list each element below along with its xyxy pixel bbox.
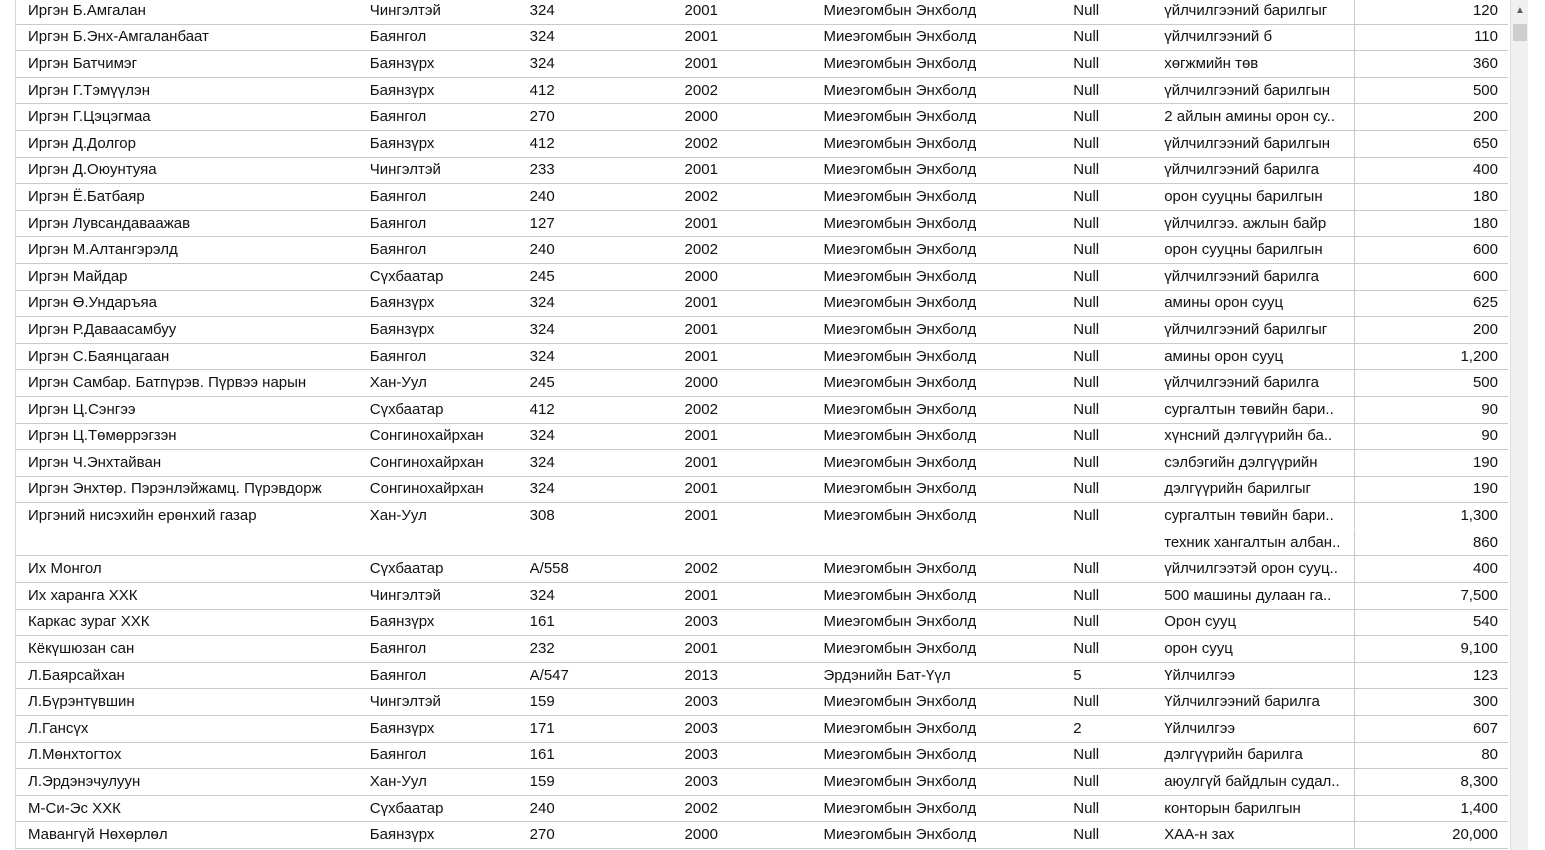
cell-year: 2001 <box>684 320 718 338</box>
cell-year: 2003 <box>684 773 718 791</box>
cell-owner: Миеэгомбын Энхболд <box>823 214 977 232</box>
cell-flag: Null <box>1073 1 1100 19</box>
cell-amount: 80 <box>1481 746 1498 764</box>
cell-district: Сүхбаатар <box>369 400 444 418</box>
cell-description: орон сууцны барилгын <box>1164 237 1355 263</box>
cell-district: Баянгол <box>369 640 427 658</box>
cell-district: Сүхбаатар <box>369 267 444 285</box>
scroll-thumb[interactable] <box>1513 24 1527 41</box>
table-row[interactable] <box>16 769 1508 796</box>
cell-code: 233 <box>529 161 555 179</box>
cell-description: сэлбэгийн дэлгүүрийн <box>1164 450 1355 476</box>
table-row[interactable] <box>16 424 1508 451</box>
cell-owner: Миеэгомбын Энхболд <box>823 187 977 205</box>
table-row[interactable] <box>16 503 1508 530</box>
cell-flag: Null <box>1073 161 1100 179</box>
cell-year: 2001 <box>684 1 718 19</box>
cell-name: Иргэн Б.Энх-Амгаланбаат <box>28 28 209 46</box>
cell-description: үйлчилгээтэй орон сууц.. <box>1164 556 1355 582</box>
cell-district: Хан-Уул <box>369 507 427 525</box>
cell-district: Чингэлтэй <box>369 161 441 179</box>
cell-flag: Null <box>1073 746 1100 764</box>
cell-district: Баянгол <box>369 214 427 232</box>
cell-owner: Миеэгомбын Энхболд <box>823 1 977 19</box>
cell-flag: Null <box>1073 480 1100 498</box>
table-row[interactable] <box>16 663 1508 690</box>
table-row[interactable] <box>16 822 1508 849</box>
cell-owner: Миеэгомбын Энхболд <box>823 480 977 498</box>
table-row[interactable] <box>16 317 1508 344</box>
cell-description: техник хангалтын албан.. <box>1164 530 1355 556</box>
cell-name: Л.Мөнхтогтох <box>28 746 122 764</box>
vertical-scrollbar[interactable] <box>1510 0 1529 850</box>
cell-code: 324 <box>529 427 555 445</box>
cell-name: Иргэн Р.Даваасамбуу <box>28 320 177 338</box>
cell-flag: Null <box>1073 453 1100 471</box>
cell-district: Баянзүрх <box>369 294 435 312</box>
cell-name: Иргэн Самбар. Батпүрэв. Пүрвээ нарын <box>28 374 307 392</box>
cell-name: Иргэн Энхтөр. Пэрэнлэйжамц. Пүрэвдорж <box>28 480 322 498</box>
cell-name: Мавангүй Нөхөрлөл <box>28 826 168 844</box>
cell-district: Чингэлтэй <box>369 693 441 711</box>
cell-description: 2 айлын амины орон су.. <box>1164 104 1355 130</box>
cell-owner: Миеэгомбын Энхболд <box>823 507 977 525</box>
cell-description: үйлчилгээний барилгыг <box>1164 317 1355 343</box>
cell-year: 2001 <box>684 427 718 445</box>
cell-owner: Миеэгомбын Энхболд <box>823 400 977 418</box>
cell-flag: Null <box>1073 826 1100 844</box>
cell-owner: Миеэгомбын Энхболд <box>823 799 977 817</box>
cell-owner: Миеэгомбын Энхболд <box>823 453 977 471</box>
cell-flag: Null <box>1073 560 1100 578</box>
cell-flag: 5 <box>1073 666 1082 684</box>
cell-year: 2002 <box>684 187 718 205</box>
cell-name: Л.Баярсайхан <box>28 666 125 684</box>
cell-amount: 1,300 <box>1460 507 1498 525</box>
cell-amount: 90 <box>1481 427 1498 445</box>
cell-flag: Null <box>1073 613 1100 631</box>
table-row[interactable] <box>16 237 1508 264</box>
cell-owner: Миеэгомбын Энхболд <box>823 134 977 152</box>
table-row[interactable] <box>16 556 1508 583</box>
cell-code: 171 <box>529 719 555 737</box>
cell-owner: Миеэгомбын Энхболд <box>823 746 977 764</box>
cell-amount: 20,000 <box>1452 826 1498 844</box>
cell-owner: Миеэгомбын Энхболд <box>823 108 977 126</box>
table-row[interactable] <box>16 796 1508 823</box>
cell-district: Сонгинохайрхан <box>369 427 484 445</box>
cell-name: Иргэн Лувсандаваажав <box>28 214 191 232</box>
cell-district: Хан-Уул <box>369 773 427 791</box>
table-row[interactable] <box>16 78 1508 105</box>
cell-amount: 300 <box>1472 693 1498 711</box>
cell-amount: 120 <box>1472 1 1498 19</box>
cell-amount: 600 <box>1472 267 1498 285</box>
table-row[interactable] <box>16 291 1508 318</box>
cell-description: орон сууц <box>1164 636 1355 662</box>
cell-name: Иргэн М.Алтангэрэлд <box>28 241 178 259</box>
cell-code: 270 <box>529 826 555 844</box>
cell-owner: Миеэгомбын Энхболд <box>823 241 977 259</box>
data-grid[interactable] <box>16 0 1508 849</box>
cell-year: 2000 <box>684 374 718 392</box>
cell-code: 412 <box>529 400 555 418</box>
table-row[interactable] <box>16 636 1508 663</box>
cell-amount: 400 <box>1472 161 1498 179</box>
cell-amount: 7,500 <box>1460 586 1498 604</box>
cell-name: Каркас зураг ХХК <box>28 613 150 631</box>
cell-year: 2001 <box>684 347 718 365</box>
cell-district: Баянзүрх <box>369 320 435 338</box>
cell-flag: Null <box>1073 28 1100 46</box>
cell-flag: Null <box>1073 108 1100 126</box>
cell-name: Их харанга ХХК <box>28 586 138 604</box>
cell-name: Иргэн Батчимэг <box>28 54 138 72</box>
cell-district: Баянгол <box>369 108 427 126</box>
cell-code: 412 <box>529 81 555 99</box>
cell-flag: Null <box>1073 799 1100 817</box>
cell-amount: 190 <box>1472 480 1498 498</box>
cell-district: Баянгол <box>369 187 427 205</box>
cell-code: 270 <box>529 108 555 126</box>
cell-owner: Миеэгомбын Энхболд <box>823 54 977 72</box>
cell-year: 2001 <box>684 507 718 525</box>
cell-owner: Миеэгомбын Энхболд <box>823 640 977 658</box>
cell-year: 2000 <box>684 826 718 844</box>
cell-name: Иргэн Г.Цэцэгмаа <box>28 108 151 126</box>
cell-amount: 540 <box>1472 613 1498 631</box>
cell-code: 324 <box>529 294 555 312</box>
cell-description: үйлчилгээний барилгыг <box>1164 0 1355 24</box>
cell-year: 2001 <box>684 453 718 471</box>
cell-description: дэлгүүрийн барилга <box>1164 742 1355 768</box>
cell-description: үйлчилгээний барилга <box>1164 370 1355 396</box>
cell-description: 500 машины дулаан га.. <box>1164 583 1355 609</box>
cell-flag: Null <box>1073 294 1100 312</box>
cell-amount: 860 <box>1472 533 1498 551</box>
cell-district: Сонгинохайрхан <box>369 453 484 471</box>
cell-description: Үйлчилгээний барилга <box>1164 689 1355 715</box>
cell-amount: 190 <box>1472 453 1498 471</box>
table-row[interactable] <box>16 25 1508 52</box>
cell-amount: 200 <box>1472 320 1498 338</box>
cell-code: 324 <box>529 453 555 471</box>
cell-district: Баянзүрх <box>369 613 435 631</box>
scroll-up-arrow-icon[interactable]: ▲ <box>1515 4 1525 16</box>
cell-description: сургалтын төвийн бари.. <box>1164 503 1355 529</box>
cell-name: Иргэний нисэхийн ерөнхий газар <box>28 507 257 525</box>
cell-district: Хан-Уул <box>369 374 427 392</box>
cell-code: 159 <box>529 693 555 711</box>
cell-owner: Миеэгомбын Энхболд <box>823 294 977 312</box>
cell-name: Иргэн Ч.Энхтайван <box>28 453 162 471</box>
cell-amount: 400 <box>1472 560 1498 578</box>
cell-year: 2001 <box>684 480 718 498</box>
cell-description: хөгжмийн төв <box>1164 51 1355 77</box>
cell-name: Иргэн Ц.Төмөррэгзэн <box>28 427 177 445</box>
cell-owner: Миеэгомбын Энхболд <box>823 374 977 392</box>
cell-name: Иргэн Ё.Батбаяр <box>28 187 145 205</box>
table-row[interactable] <box>16 184 1508 211</box>
cell-description: Үйлчилгээ <box>1164 716 1355 742</box>
cell-description: үйлчилгээний б <box>1164 24 1355 50</box>
cell-amount: 110 <box>1474 28 1498 46</box>
cell-amount: 360 <box>1472 54 1498 72</box>
cell-year: 2002 <box>684 560 718 578</box>
cell-owner: Миеэгомбын Энхболд <box>823 81 977 99</box>
cell-description: сургалтын төвийн бари.. <box>1164 397 1355 423</box>
cell-amount: 1,200 <box>1460 347 1498 365</box>
cell-description: хүнсний дэлгүүрийн ба.. <box>1164 423 1355 449</box>
cell-flag: Null <box>1073 81 1100 99</box>
cell-year: 2001 <box>684 28 718 46</box>
cell-year: 2002 <box>684 400 718 418</box>
cell-flag: Null <box>1073 400 1100 418</box>
cell-code: 324 <box>529 28 555 46</box>
cell-flag: Null <box>1073 347 1100 365</box>
cell-code: 161 <box>529 746 555 764</box>
cell-year: 2001 <box>684 161 718 179</box>
cell-owner: Миеэгомбын Энхболд <box>823 586 977 604</box>
cell-description: үйлчилгээний барилга <box>1164 264 1355 290</box>
cell-flag: Null <box>1073 214 1100 232</box>
cell-year: 2001 <box>684 640 718 658</box>
cell-name: Их Монгол <box>28 560 102 578</box>
cell-district: Баянзүрх <box>369 719 435 737</box>
cell-district: Сүхбаатар <box>369 560 444 578</box>
table-row[interactable] <box>16 158 1508 185</box>
cell-year: 2001 <box>684 214 718 232</box>
cell-code: 127 <box>529 214 555 232</box>
table-row[interactable] <box>16 344 1508 371</box>
cell-description: ХАА-н зах <box>1164 822 1355 848</box>
cell-name: М-Си-Эс ХХК <box>28 799 121 817</box>
cell-flag: Null <box>1073 586 1100 604</box>
cell-amount: 180 <box>1472 214 1498 232</box>
cell-year: 2002 <box>684 134 718 152</box>
cell-flag: Null <box>1073 54 1100 72</box>
cell-owner: Миеэгомбын Энхболд <box>823 560 977 578</box>
cell-amount: 600 <box>1472 241 1498 259</box>
cell-description: Үйлчилгээ <box>1164 663 1355 689</box>
cell-year: 2002 <box>684 241 718 259</box>
cell-district: Баянзүрх <box>369 54 435 72</box>
table-row[interactable] <box>16 104 1508 131</box>
cell-name: Иргэн Ц.Сэнгээ <box>28 400 136 418</box>
table-row[interactable] <box>16 397 1508 424</box>
table-row[interactable] <box>16 583 1508 610</box>
cell-year: 2003 <box>684 719 718 737</box>
cell-code: 245 <box>529 267 555 285</box>
cell-code: 324 <box>529 347 555 365</box>
cell-amount: 1,400 <box>1460 799 1498 817</box>
table-row[interactable] <box>16 0 1508 25</box>
cell-description: үйлчилгээний барилгын <box>1164 131 1355 157</box>
cell-amount: 500 <box>1472 374 1498 392</box>
cell-year: 2001 <box>684 586 718 604</box>
cell-code: 240 <box>529 799 555 817</box>
cell-description: амины орон сууц <box>1164 290 1355 316</box>
cell-year: 2002 <box>684 81 718 99</box>
cell-flag: Null <box>1073 693 1100 711</box>
cell-description: амины орон сууц <box>1164 344 1355 370</box>
cell-flag: Null <box>1073 374 1100 392</box>
cell-name: Иргэн Г.Тэмүүлэн <box>28 81 150 99</box>
cell-code: А/558 <box>529 560 569 578</box>
cell-flag: Null <box>1073 134 1100 152</box>
cell-amount: 180 <box>1472 187 1498 205</box>
table-row[interactable] <box>16 264 1508 291</box>
cell-amount: 500 <box>1472 81 1498 99</box>
table-row[interactable] <box>16 51 1508 78</box>
cell-description: конторын барилгын <box>1164 796 1355 822</box>
cell-owner: Эрдэнийн Бат-Үүл <box>823 666 951 684</box>
cell-flag: 2 <box>1073 719 1082 737</box>
table-row[interactable] <box>16 131 1508 158</box>
table-row[interactable] <box>16 689 1508 716</box>
cell-code: 159 <box>529 773 555 791</box>
cell-name: Л.Гансүх <box>28 719 89 737</box>
cell-flag: Null <box>1073 320 1100 338</box>
cell-name: Иргэн Д.Долгор <box>28 134 136 152</box>
cell-flag: Null <box>1073 267 1100 285</box>
cell-name: Иргэн С.Баянцагаан <box>28 347 170 365</box>
cell-year: 2001 <box>684 54 718 72</box>
cell-owner: Миеэгомбын Энхболд <box>823 28 977 46</box>
cell-flag: Null <box>1073 507 1100 525</box>
cell-code: 245 <box>529 374 555 392</box>
table-row[interactable] <box>16 743 1508 770</box>
cell-name: Иргэн Б.Амгалан <box>28 1 146 19</box>
cell-owner: Миеэгомбын Энхболд <box>823 613 977 631</box>
cell-amount: 123 <box>1472 666 1498 684</box>
cell-flag: Null <box>1073 241 1100 259</box>
cell-name: Кёкүшюзан сан <box>28 640 135 658</box>
table-row[interactable] <box>16 370 1508 397</box>
cell-district: Баянзүрх <box>369 134 435 152</box>
table-row[interactable] <box>16 716 1508 743</box>
cell-amount: 9,100 <box>1460 640 1498 658</box>
cell-description: аюулгүй байдлын судал.. <box>1164 769 1355 795</box>
cell-name: Иргэн Майдар <box>28 267 128 285</box>
cell-owner: Миеэгомбын Энхболд <box>823 161 977 179</box>
cell-amount: 625 <box>1472 294 1498 312</box>
cell-code: 412 <box>529 134 555 152</box>
cell-code: 240 <box>529 187 555 205</box>
cell-code: 324 <box>529 480 555 498</box>
cell-owner: Миеэгомбын Энхболд <box>823 719 977 737</box>
table-row[interactable] <box>16 477 1508 504</box>
cell-year: 2013 <box>684 666 718 684</box>
cell-owner: Миеэгомбын Энхболд <box>823 267 977 285</box>
table-row[interactable] <box>16 530 1508 557</box>
cell-district: Чингэлтэй <box>369 1 441 19</box>
cell-name: Л.Эрдэнэчулуун <box>28 773 141 791</box>
cell-district: Сонгинохайрхан <box>369 480 484 498</box>
cell-year: 2000 <box>684 108 718 126</box>
cell-owner: Миеэгомбын Энхболд <box>823 320 977 338</box>
cell-code: 161 <box>529 613 555 631</box>
cell-district: Чингэлтэй <box>369 586 441 604</box>
table-row[interactable] <box>16 211 1508 238</box>
cell-year: 2002 <box>684 799 718 817</box>
cell-amount: 200 <box>1472 108 1498 126</box>
cell-description: үйлчилгээ. ажлын байр <box>1164 211 1355 237</box>
cell-amount: 90 <box>1481 400 1498 418</box>
table-row[interactable] <box>16 450 1508 477</box>
right-gutter <box>1528 0 1545 850</box>
cell-year: 2003 <box>684 693 718 711</box>
cell-code: 324 <box>529 54 555 72</box>
cell-owner: Миеэгомбын Энхболд <box>823 347 977 365</box>
cell-code: 240 <box>529 241 555 259</box>
cell-district: Баянгол <box>369 241 427 259</box>
cell-district: Баянзүрх <box>369 81 435 99</box>
cell-code: А/547 <box>529 666 569 684</box>
cell-year: 2000 <box>684 267 718 285</box>
cell-district: Баянгол <box>369 347 427 365</box>
table-row[interactable] <box>16 610 1508 637</box>
cell-code: 308 <box>529 507 555 525</box>
cell-flag: Null <box>1073 427 1100 445</box>
cell-code: 324 <box>529 1 555 19</box>
cell-code: 324 <box>529 586 555 604</box>
cell-year: 2001 <box>684 294 718 312</box>
cell-code: 232 <box>529 640 555 658</box>
cell-amount: 607 <box>1472 719 1498 737</box>
cell-flag: Null <box>1073 640 1100 658</box>
cell-district: Баянгол <box>369 746 427 764</box>
cell-amount: 8,300 <box>1460 773 1498 791</box>
cell-owner: Миеэгомбын Энхболд <box>823 427 977 445</box>
cell-description: үйлчилгээний барилгын <box>1164 78 1355 104</box>
cell-district: Баянзүрх <box>369 826 435 844</box>
cell-description: үйлчилгээний барилга <box>1164 157 1355 183</box>
cell-name: Иргэн Д.Оюунтуяа <box>28 161 157 179</box>
cell-district: Сүхбаатар <box>369 799 444 817</box>
cell-owner: Миеэгомбын Энхболд <box>823 773 977 791</box>
cell-code: 324 <box>529 320 555 338</box>
cell-flag: Null <box>1073 773 1100 791</box>
cell-description: орон сууцны барилгын <box>1164 184 1355 210</box>
cell-amount: 650 <box>1472 134 1498 152</box>
cell-description: Орон сууц <box>1164 609 1355 635</box>
cell-district: Баянгол <box>369 666 427 684</box>
cell-name: Иргэн Ө.Ундаръяа <box>28 294 157 312</box>
cell-year: 2003 <box>684 613 718 631</box>
cell-description: дэлгүүрийн барилгыг <box>1164 476 1355 502</box>
cell-district: Баянгол <box>369 28 427 46</box>
cell-flag: Null <box>1073 187 1100 205</box>
cell-year: 2003 <box>684 746 718 764</box>
cell-owner: Миеэгомбын Энхболд <box>823 826 977 844</box>
cell-owner: Миеэгомбын Энхболд <box>823 693 977 711</box>
cell-name: Л.Бүрэнтүвшин <box>28 693 135 711</box>
